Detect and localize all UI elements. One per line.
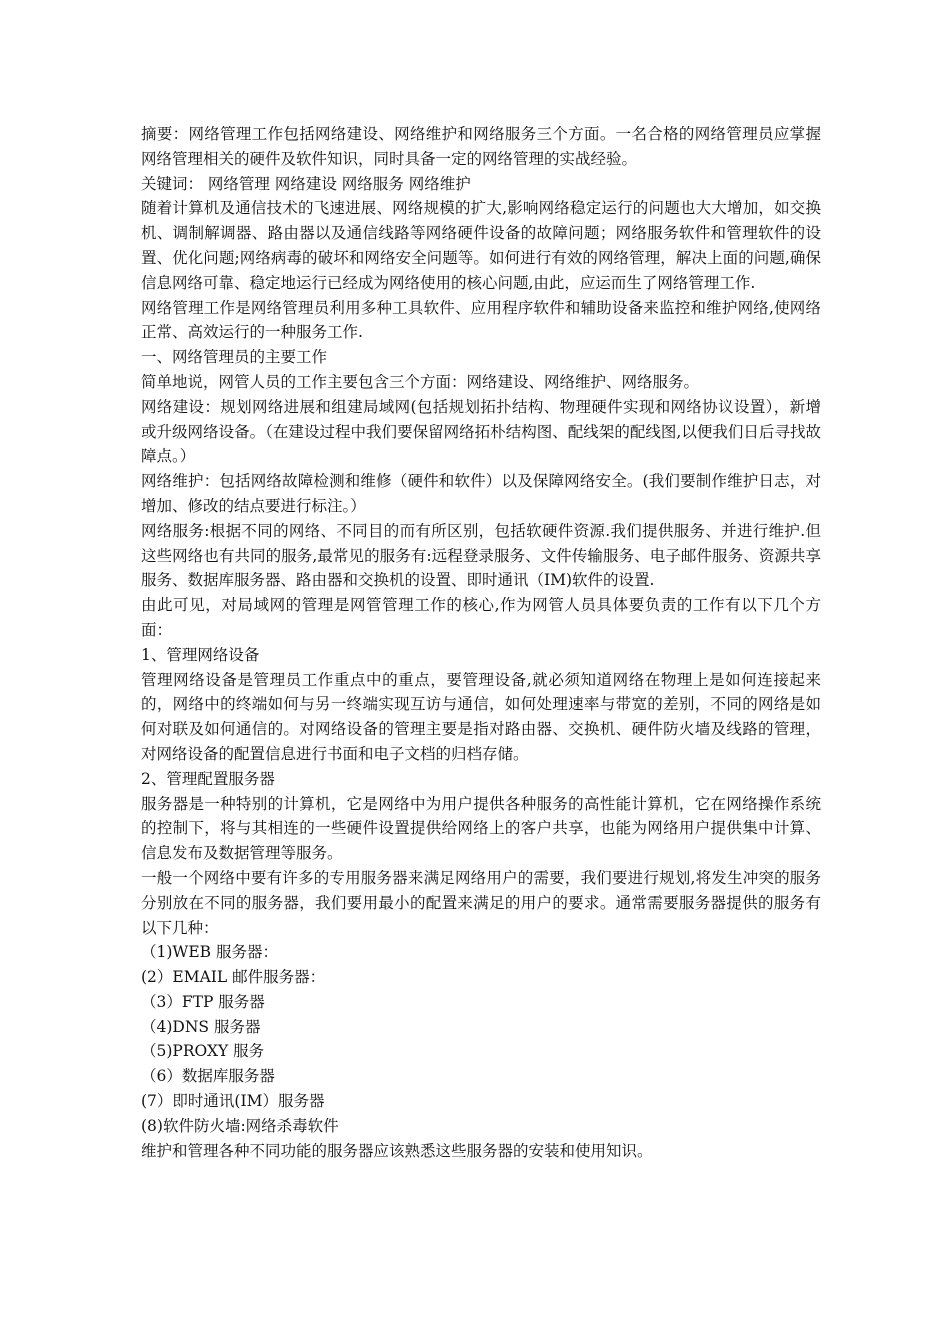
server-definition-paragraph: 服务器是一种特别的计算机，它是网络中为用户提供各种服务的高性能计算机，它在网络操作系统的控制下，将与其相连的一些硬件设置提供给网络上的客户共享，也能为网络用户提供集中计算、信息发布及数据管理等服务。 [141,794,821,863]
section-heading-1: 一、网络管理员的主要工作 [141,348,328,367]
server-list-item: （3）FTP 服务器 [141,992,265,1011]
keywords-line: 关键词： 网络管理 网络建设 网络服务 网络维护 [141,174,471,193]
subheading-manage-servers: 2、管理配置服务器 [141,769,275,788]
lan-management-paragraph: 由此可见，对局域网的管理是网管管理工作的核心,作为网管人员具体要负责的工作有以下几个方面： [141,596,821,639]
server-list-item: (7）即时通讯(IM）服务器 [141,1092,325,1111]
server-list-item: （5)PROXY 服务 [141,1042,265,1061]
network-maintenance-paragraph: 网络维护：包括网络故障检测和维修（硬件和软件）以及保障网络安全。(我们要制作维护日志，对增加、修改的结点要进行标注。） [141,472,821,515]
server-list-item: （1)WEB 服务器： [141,943,278,962]
server-planning-paragraph: 一般一个网络中要有许多的专用服务器来满足网络用户的需要，我们要进行规划,将发生冲突的服务分别放在不同的服务器，我们要用最小的配置来满足的用户的要求。通常需要服务器提供的服务有以下几种： [141,868,821,937]
network-service-paragraph: 网络服务:根据不同的网络、不同目的而有所区别，包括软硬件资源.我们提供服务、并进行维护.但这些网络也有共同的服务,最常见的服务有:远程登录服务、文件传输服务、电子邮件服务、资源共享服务、数据库服务器、路由器和交换机的设置、即时通讯（IM)软件的设置. [141,521,821,590]
subheading-manage-devices: 1、管理网络设备 [141,645,260,664]
abstract-paragraph: 摘要：网络管理工作包括网络建设、网络维护和网络服务三个方面。一名合格的网络管理员应掌握网络管理相关的硬件及软件知识，同时具备一定的网络管理的实战经验。 [141,125,821,168]
definition-paragraph: 网络管理工作是网络管理员利用多种工具软件、应用程序软件和辅助设备来监控和维护网络,使网络正常、高效运行的一种服务工作. [141,298,821,342]
server-list-item: （4)DNS 服务器 [141,1017,261,1036]
closing-paragraph: 维护和管理各种不同功能的服务器应该熟悉这些服务器的安装和使用知识。 [141,1141,653,1160]
network-construction-paragraph: 网络建设：规划网络进展和组建局域网(包括规划拓扑结构、物理硬件实现和网络协议设置），新增或升级网络设备。（在建设过程中我们要保留网络拓朴结构图、配线架的配线图,以便我们日后寻找故障点。） [141,397,821,466]
summary-paragraph: 简单地说，网管人员的工作主要包含三个方面：网络建设、网络维护、网络服务。 [141,372,700,391]
server-list-item: (2）EMAIL 邮件服务器： [141,968,326,987]
intro-paragraph: 随着计算机及通信技术的飞速进展、网络规模的扩大,影响网络稳定运行的问题也大大增加，如交换机、调制解调器、路由器以及通信线路等网络硬件设备的故障问题；网络服务软件和管理软件的设置、优化问题;网络病毒的破坏和网络安全问题等。如何进行有效的网络管理，解决上面的问题,确保信息网络可靠、稳定地运行已经成为网络使用的核心问题,由此，应运而生了网络管理工作. [141,199,821,292]
document-body [141,122,821,1163]
server-list-item: （6）数据库服务器 [141,1067,275,1086]
manage-devices-paragraph: 管理网络设备是管理员工作重点中的重点，要管理设备,就必须知道网络在物理上是如何连接起来的，网络中的终端如何与另一终端实现互访与通信，如何处理速率与带宽的差别，不同的网络是如何对联及如何通信的。对网络设备的管理主要是指对路由器、交换机、硬件防火墙及线路的管理，对网络设备的配置信息进行书面和电子文档的归档存储。 [141,670,821,763]
server-list-item: (8)软件防火墙:网络杀毒软件 [141,1116,339,1135]
